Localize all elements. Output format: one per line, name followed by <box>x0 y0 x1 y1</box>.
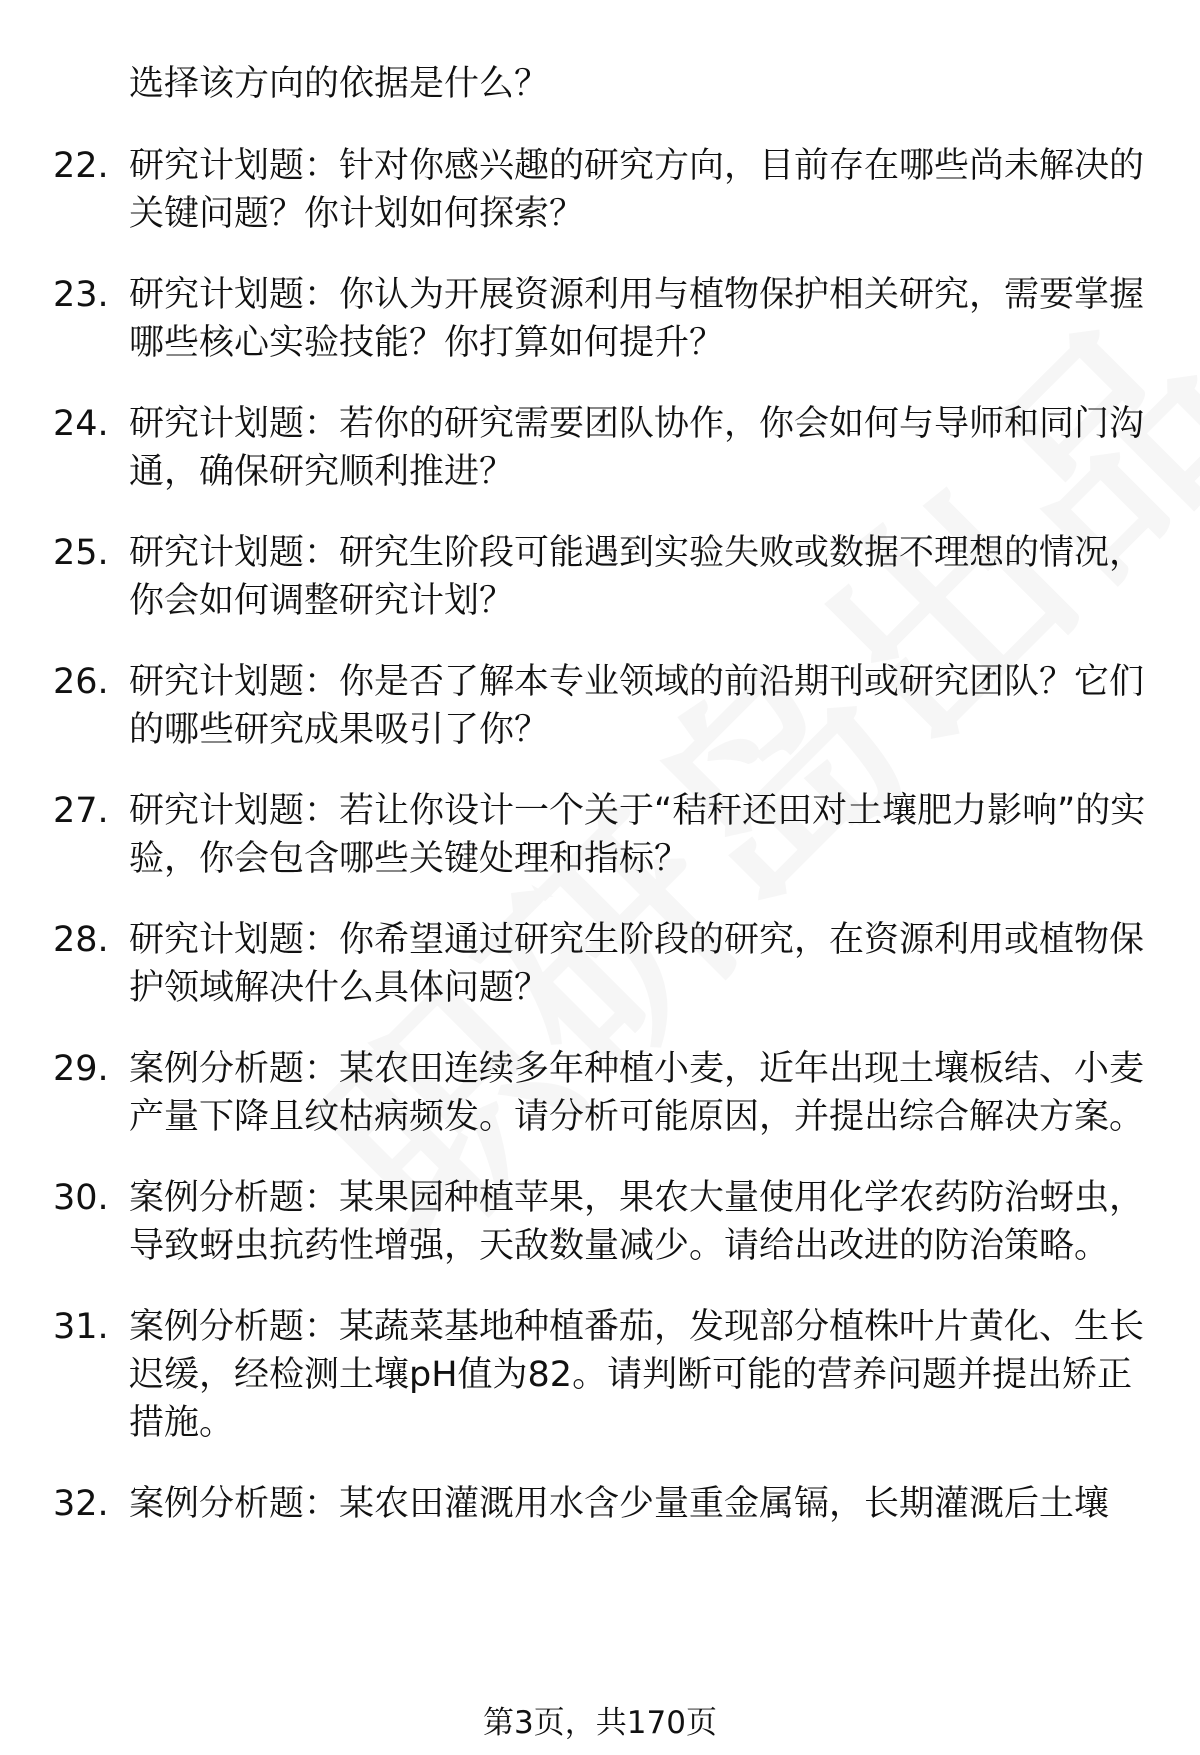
question-item <box>0 1174 1200 1270</box>
question-text: 案例分析题：某农田连续多年种植小麦，近年出现土壤板结、小麦产量下降且纹枯病频发。请分析可能原因，并提出综合解决方案。 <box>129 1049 1145 1137</box>
question-number: 24. <box>53 404 109 444</box>
question-item <box>0 400 1200 496</box>
question-item <box>0 787 1200 883</box>
question-text: 案例分析题：某果园种植苹果，果农大量使用化学农药防治蚜虫，导致蚜虫抗药性增强，天敌数量减少。请给出改进的防治策略。 <box>129 1178 1145 1266</box>
question-text: 案例分析题：某蔬菜基地种植番茄，发现部分植株叶片黄化、生长迟缓，经检测土壤pH值为82。请判断可能的营养问题并提出矫正措施。 <box>129 1307 1145 1443</box>
question-text: 研究计划题：若你的研究需要团队协作，你会如何与导师和同门沟通，确保研究顺利推进？ <box>129 404 1145 492</box>
question-item <box>0 529 1200 625</box>
question-number: 29. <box>53 1049 109 1089</box>
question-number: 31. <box>53 1307 109 1347</box>
question-item <box>0 1480 1200 1528</box>
continuation-text: 选择该方向的依据是什么？ <box>129 64 550 104</box>
question-item <box>0 658 1200 754</box>
question-item <box>0 1303 1200 1447</box>
question-text: 研究计划题：若让你设计一个关于“秸秆还田对土壤肥力影响”的实验，你会包含哪些关键处理和指标？ <box>129 791 1146 879</box>
question-number: 22. <box>53 146 109 186</box>
question-list <box>0 142 1200 1561</box>
page-footer: 第3页，共170页 <box>483 1705 717 1741</box>
question-number: 28. <box>53 920 109 960</box>
question-item <box>0 1045 1200 1141</box>
question-text: 研究计划题：你是否了解本专业领域的前沿期刊或研究团队？它们的哪些研究成果吸引了你？ <box>129 662 1145 750</box>
question-text: 研究计划题：你认为开展资源利用与植物保护相关研究，需要掌握哪些核心实验技能？你打算如何提升？ <box>129 275 1145 363</box>
question-number: 30. <box>53 1178 109 1218</box>
question-number: 32. <box>53 1484 109 1524</box>
question-text: 研究计划题：研究生阶段可能遇到实验失败或数据不理想的情况，你会如何调整研究计划？ <box>129 533 1145 621</box>
question-item <box>0 271 1200 367</box>
question-item <box>0 142 1200 238</box>
question-number: 25. <box>53 533 109 573</box>
question-text: 研究计划题：你希望通过研究生阶段的研究，在资源利用或植物保护领域解决什么具体问题？ <box>129 920 1145 1008</box>
question-item <box>0 916 1200 1012</box>
question-text: 案例分析题：某农田灌溉用水含少量重金属镉，长期灌溉后土壤 <box>129 1484 1110 1524</box>
question-number: 27. <box>53 791 109 831</box>
question-text: 研究计划题：针对你感兴趣的研究方向，目前存在哪些尚未解决的关键问题？你计划如何探索？ <box>129 146 1145 234</box>
question-number: 26. <box>53 662 109 702</box>
question-number: 23. <box>53 275 109 315</box>
